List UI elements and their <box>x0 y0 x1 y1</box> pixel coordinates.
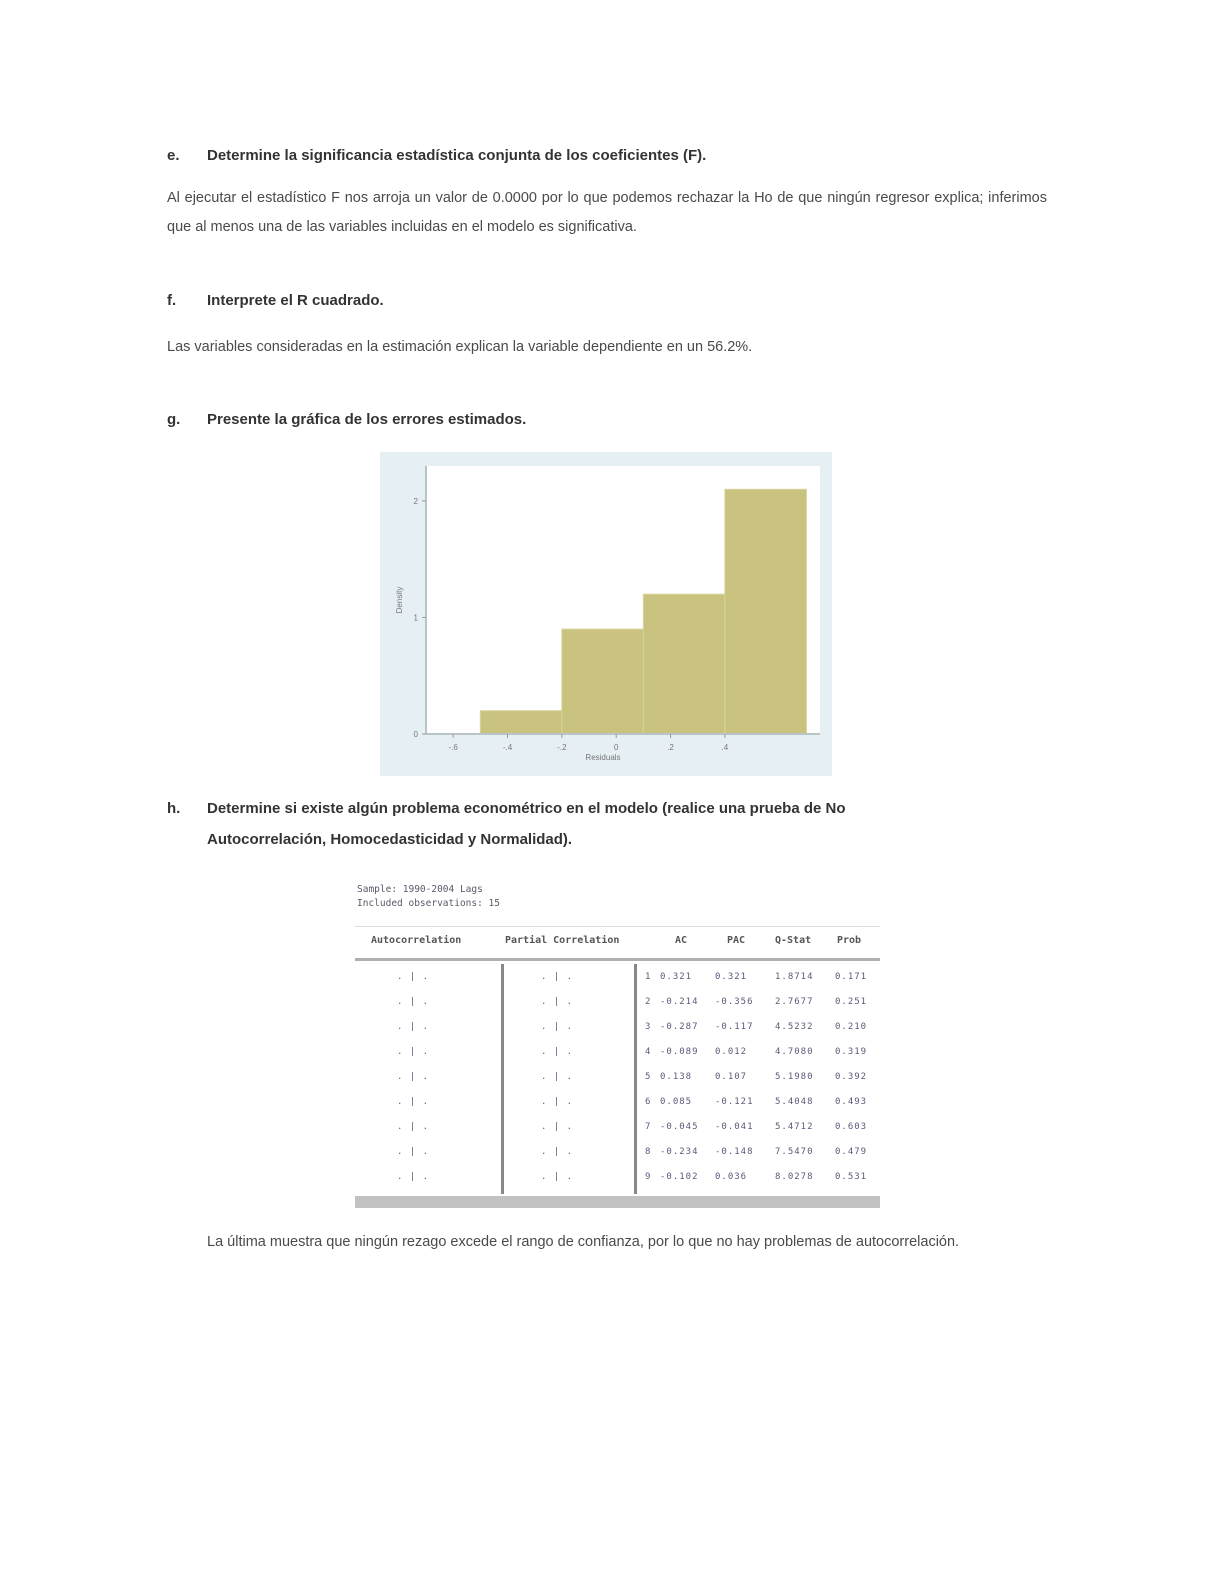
ac-bar-glyph: . | . <box>397 1172 430 1182</box>
cell-pac: 0.012 <box>715 1047 748 1057</box>
correlogram-output <box>355 880 880 1210</box>
lag-number: 8 <box>645 1147 652 1157</box>
cell-q: 8.0278 <box>775 1172 814 1182</box>
section-e-text: Al ejecutar el estadístico F nos arroja un valor de 0.0000 por lo que podemos rechazar la Ho de que ningún regresor explica; inferimos que al menos una de las variables incluidas en el modelo es significativa. <box>167 190 1047 235</box>
x-axis-label: Residuals <box>585 753 621 762</box>
cell-q: 4.5232 <box>775 1022 814 1032</box>
section-f-title: Interprete el R cuadrado. <box>207 292 384 309</box>
pac-bar-glyph: . | . <box>541 1047 574 1057</box>
cell-ac: 0.138 <box>660 1072 693 1082</box>
cell-q: 5.4712 <box>775 1122 814 1132</box>
col-ac: AC <box>675 935 688 946</box>
section-f-marker: f. <box>167 292 177 309</box>
x-tick-label: .4 <box>721 743 729 752</box>
cell-prob: 0.171 <box>835 972 868 982</box>
pac-bar-glyph: . | . <box>541 1097 574 1107</box>
cell-prob: 0.392 <box>835 1072 868 1082</box>
cell-prob: 0.251 <box>835 997 868 1007</box>
lag-number: 3 <box>645 1022 652 1032</box>
lag-number: 1 <box>645 972 652 982</box>
pac-bar-glyph: . | . <box>541 972 574 982</box>
vertical-rule-1 <box>501 964 504 1194</box>
correlogram-header-line2: Included observations: 15 <box>357 898 500 909</box>
section-h-heading <box>167 800 846 817</box>
col-pac: PAC <box>727 935 746 946</box>
histogram-svg <box>380 452 832 776</box>
pac-bar-glyph: . | . <box>541 1072 574 1082</box>
cell-prob: 0.210 <box>835 1022 868 1032</box>
section-h-marker: h. <box>167 800 181 817</box>
lag-number: 6 <box>645 1097 652 1107</box>
cell-pac: 0.036 <box>715 1172 748 1182</box>
section-g-heading <box>167 411 526 428</box>
pac-bar-glyph: . | . <box>541 1147 574 1157</box>
pac-bar-glyph: . | . <box>541 997 574 1007</box>
x-tick-label: -.6 <box>448 743 458 752</box>
histogram-bar <box>562 629 644 734</box>
col-prob: Prob <box>837 935 862 946</box>
x-tick-label: 0 <box>613 743 619 752</box>
histogram-bar <box>480 711 562 734</box>
cell-q: 5.4048 <box>775 1097 814 1107</box>
section-g-title: Presente la gráfica de los errores estimados. <box>207 411 527 428</box>
x-tick-label: -.4 <box>502 743 513 752</box>
cell-ac: -0.045 <box>660 1122 699 1132</box>
ac-bar-glyph: . | . <box>397 972 430 982</box>
section-f-heading <box>167 292 384 309</box>
cell-pac: -0.148 <box>715 1147 754 1157</box>
lag-number: 5 <box>645 1072 652 1082</box>
section-h-title-line2: Autocorrelación, Homocedasticidad y Normalidad). <box>207 831 573 848</box>
cell-q: 5.1980 <box>775 1072 814 1082</box>
cell-ac: -0.234 <box>660 1147 699 1157</box>
header-bottom-rule <box>355 958 880 961</box>
cell-pac: -0.117 <box>715 1022 754 1032</box>
cell-ac: -0.287 <box>660 1022 699 1032</box>
cell-ac: -0.102 <box>660 1172 699 1182</box>
section-e-heading <box>167 147 706 164</box>
correlogram-header-line1: Sample: 1990-2004 Lags <box>357 884 483 895</box>
col-partial-correlation: Partial Correlation <box>505 935 620 946</box>
section-f-text: Las variables consideradas en la estimación explican la variable dependiente en un 56.2%. <box>167 339 753 355</box>
lag-number: 2 <box>645 997 652 1007</box>
section-e-marker: e. <box>167 147 180 164</box>
cell-pac: -0.041 <box>715 1122 754 1132</box>
header-top-rule <box>355 926 880 927</box>
x-tick-label: -.2 <box>557 743 567 752</box>
lag-number: 7 <box>645 1122 652 1132</box>
cell-prob: 0.531 <box>835 1172 868 1182</box>
ac-bar-glyph: . | . <box>397 997 430 1007</box>
lag-number: 9 <box>645 1172 652 1182</box>
pac-bar-glyph: . | . <box>541 1122 574 1132</box>
ac-bar-glyph: . | . <box>397 1072 430 1082</box>
footer-bar <box>355 1196 880 1208</box>
pac-bar-glyph: . | . <box>541 1172 574 1182</box>
cell-prob: 0.319 <box>835 1047 868 1057</box>
cell-q: 2.7677 <box>775 997 814 1007</box>
cell-q: 1.8714 <box>775 972 814 982</box>
ac-bar-glyph: . | . <box>397 1122 430 1132</box>
col-autocorrelation: Autocorrelation <box>371 935 462 946</box>
ac-bar-glyph: . | . <box>397 1097 430 1107</box>
section-e-title: Determine la significancia estadística conjunta de los coeficientes (F). <box>207 147 707 164</box>
pac-bar-glyph: . | . <box>541 1022 574 1032</box>
cell-pac: -0.356 <box>715 997 754 1007</box>
residuals-histogram <box>380 452 832 776</box>
section-h-conclusion: La última muestra que ningún rezago excede el rango de confianza, por lo que no hay problemas de autocorrelación. <box>207 1234 960 1250</box>
lag-number: 4 <box>645 1047 652 1057</box>
y-axis-label: Density <box>395 586 404 614</box>
y-tick-label: 1 <box>413 613 418 623</box>
section-h-title-line1: Determine si existe algún problema econométrico en el modelo (realice una prueba de No <box>207 800 846 817</box>
cell-pac: 0.107 <box>715 1072 748 1082</box>
cell-prob: 0.493 <box>835 1097 868 1107</box>
ac-bar-glyph: . | . <box>397 1022 430 1032</box>
cell-ac: -0.089 <box>660 1047 699 1057</box>
col-q-stat: Q-Stat <box>775 935 812 946</box>
cell-ac: 0.321 <box>660 972 693 982</box>
y-tick-label: 0 <box>413 730 418 739</box>
cell-q: 7.5470 <box>775 1147 814 1157</box>
section-g-marker: g. <box>167 411 181 428</box>
ac-bar-glyph: . | . <box>397 1047 430 1057</box>
ac-bar-glyph: . | . <box>397 1147 430 1157</box>
histogram-bar <box>643 594 725 734</box>
cell-ac: -0.214 <box>660 997 699 1007</box>
cell-q: 4.7080 <box>775 1047 814 1057</box>
histogram-bar <box>725 489 807 734</box>
cell-pac: 0.321 <box>715 972 748 982</box>
cell-pac: -0.121 <box>715 1097 754 1107</box>
x-tick-label: .2 <box>667 743 674 752</box>
cell-ac: 0.085 <box>660 1097 693 1107</box>
cell-prob: 0.479 <box>835 1147 868 1157</box>
vertical-rule-2 <box>634 964 637 1194</box>
y-tick-label: 2 <box>413 496 418 506</box>
cell-prob: 0.603 <box>835 1122 868 1132</box>
